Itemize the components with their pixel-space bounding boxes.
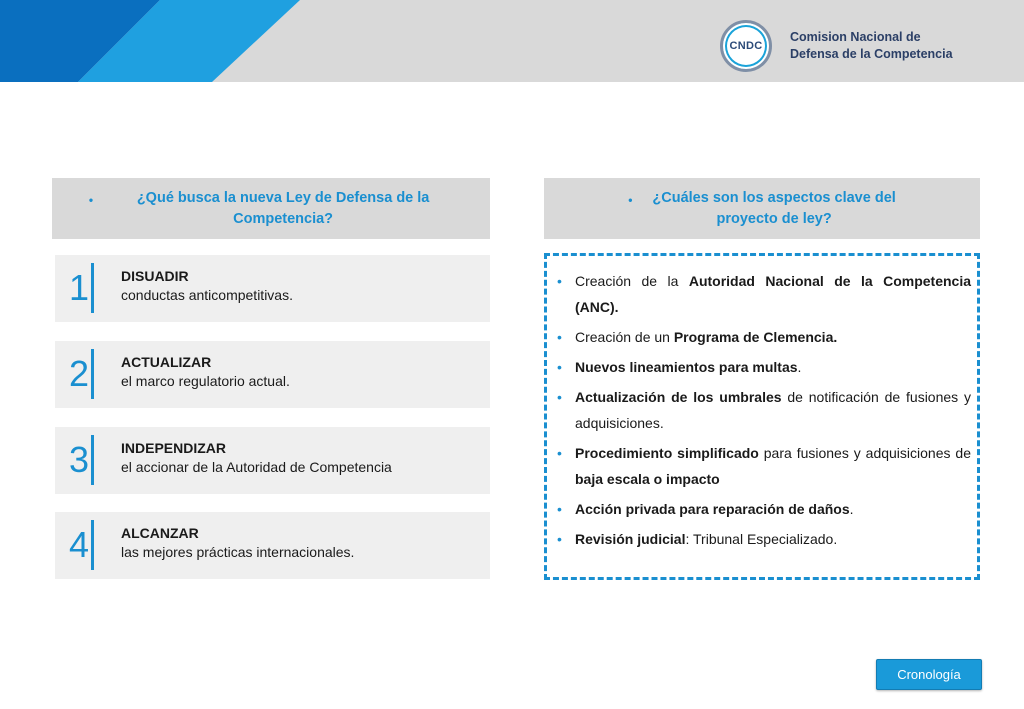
key-point-text: . (849, 501, 854, 517)
key-point (553, 526, 971, 552)
bullet-icon: • (557, 389, 562, 405)
key-point (553, 354, 971, 380)
org-name (790, 29, 953, 63)
left-heading-text: ¿Qué busca la nueva Ley de Defensa de la Competencia? (136, 189, 430, 227)
key-point-bold: Autoridad Nacional de la Competencia (ANC). (575, 273, 972, 315)
key-point (553, 384, 971, 436)
key-point-bold: baja escala o impacto (575, 471, 720, 487)
list-item (55, 512, 490, 579)
item-desc: las mejores prácticas internacionales. (121, 544, 355, 560)
key-point-text: . (797, 359, 802, 375)
bullet-icon: • (557, 329, 562, 345)
item-title: ACTUALIZAR (121, 354, 212, 370)
key-point-text: de notificación de fusiones y adquisiciones. (575, 389, 971, 431)
item-text (121, 267, 293, 305)
header-stripes (0, 0, 320, 82)
item-text (121, 353, 290, 391)
bullet-icon: • (628, 193, 633, 207)
item-desc: el marco regulatorio actual. (121, 373, 290, 389)
bullet-icon: • (557, 531, 562, 547)
right-heading-text (652, 188, 895, 230)
item-number: 1 (68, 267, 90, 308)
right-heading-line1: ¿Cuáles son los aspectos clave del (652, 189, 896, 206)
org-name-line2: Defensa de la Competencia (790, 47, 953, 61)
key-point-text: : Tribunal Especializado. (685, 531, 838, 547)
list-item (55, 427, 490, 494)
key-point-text: Creación de la (575, 273, 689, 289)
left-section-heading (52, 178, 490, 239)
bullet-icon: • (88, 193, 94, 207)
bullet-icon: • (557, 273, 562, 289)
logo-emblem (720, 20, 772, 72)
item-text (121, 524, 354, 562)
item-text (121, 439, 392, 477)
header-band (0, 0, 1024, 82)
key-point-bold: Actualización de los umbrales (575, 389, 782, 405)
key-point-text: Creación de un (575, 329, 674, 345)
key-point (553, 324, 971, 350)
item-title: INDEPENDIZAR (121, 440, 227, 456)
item-divider (91, 263, 94, 313)
key-point-bold: Programa de Clemencia. (673, 329, 838, 345)
key-points-list (547, 256, 977, 552)
item-desc: el accionar de la Autoridad de Competencia (121, 459, 392, 475)
cronologia-button[interactable]: Cronología (876, 659, 982, 690)
bullet-icon: • (557, 501, 562, 517)
bullet-icon: • (557, 359, 562, 375)
item-desc: conductas anticompetitivas. (121, 287, 293, 303)
key-point (553, 268, 971, 320)
item-number: 3 (68, 439, 90, 480)
right-section-heading (544, 178, 980, 239)
key-point-text: para fusiones y adquisiciones de (758, 445, 971, 461)
item-title: ALCANZAR (121, 525, 199, 541)
org-name-line1: Comision Nacional de (790, 30, 921, 44)
item-number: 4 (68, 524, 90, 565)
key-point (553, 496, 971, 522)
item-divider (91, 349, 94, 399)
key-point-bold: Acción privada para reparación de daños (575, 501, 850, 517)
key-point-bold: Nuevos lineamientos para multas (575, 359, 798, 375)
key-points-box (544, 253, 980, 580)
logo-abbr: CNDC (729, 40, 763, 52)
key-point (553, 440, 971, 492)
item-divider (91, 435, 94, 485)
cndc-logo (720, 20, 953, 72)
key-point-bold: Revisión judicial (575, 531, 686, 547)
list-item (55, 255, 490, 322)
item-title: DISUADIR (121, 268, 189, 284)
list-item (55, 341, 490, 408)
bullet-icon: • (557, 445, 562, 461)
item-number: 2 (68, 353, 90, 394)
right-heading-line2: proyecto de ley? (716, 210, 832, 227)
key-point-bold: Procedimiento simplificado (575, 445, 759, 461)
item-divider (91, 520, 94, 570)
